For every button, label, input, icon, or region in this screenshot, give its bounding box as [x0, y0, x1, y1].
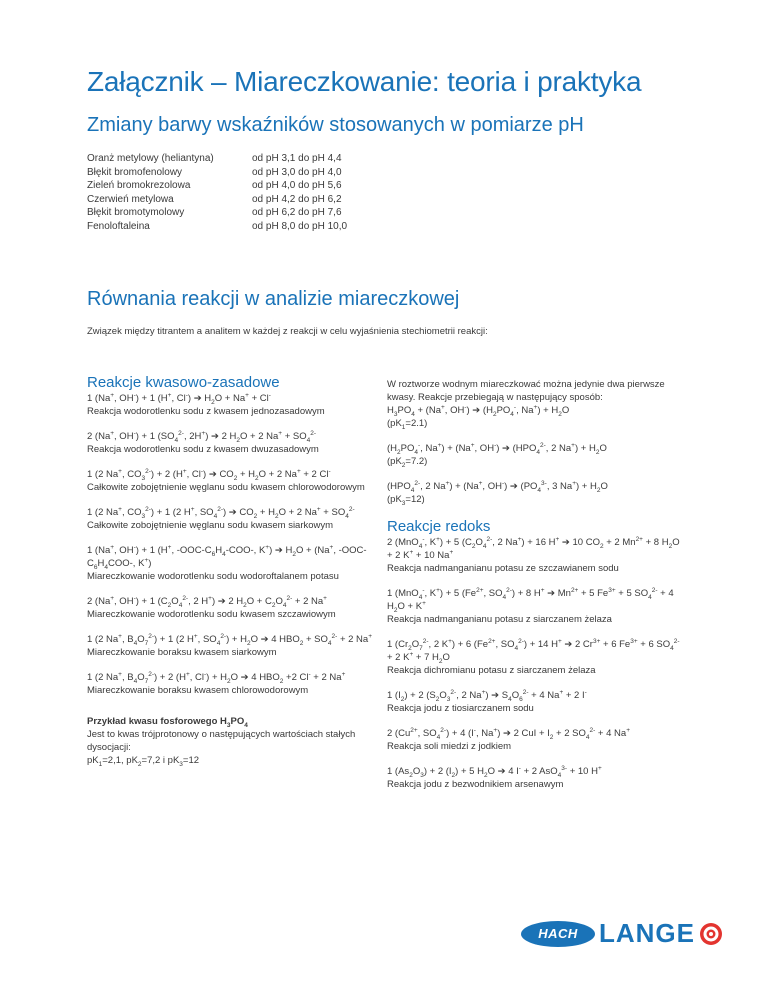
equation: 1 ($Cr_2O_7^{2-}$, 2 K+) + 6 ($Fe^{2+}$, $SO_4^{2-}) + 14$ H+ ➔ 2 $Cr^{3+} + 6$ $Fe^{3+} + 6$ $SO_4^{2-} + 2$ K+ + 7 $H_2O$	[387, 637, 680, 665]
indicator-row	[87, 193, 347, 207]
indicator-range: od pH 4,2 do pH 6,2	[252, 193, 342, 205]
phosphoric-heading: Przykład kwasu fosforowego $H_3PO_4$	[87, 716, 248, 729]
equation-pk: $(pK_1=2.1)$	[387, 418, 428, 431]
equation: 1 $(As_2O_3) + 2$ $(I_2) + 5$ $H_2O$ ➔ 4 I- + 2 AsO$_4^{3-}$ + 10 H+	[387, 764, 602, 779]
equations-intro: Związek między titrantem a analitem w każdej z reakcji w celu wyjaśnienia stechiometrii reakcji:	[87, 326, 488, 337]
equation: ($HPO_4^{2-}$, 2 Na+) + (Na+, OH-) ➔ ($PO_4^{3-}$, 3 $Na^+) + H_2O$	[387, 479, 608, 494]
equation: 1 (2 Na+, $CO_3^{2-}) + 2$ (H+, Cl-) ➔ $CO_2 + H_2O + 2$ Na+ + 2 Cl-	[87, 467, 331, 482]
equation-desc: Całkowite zobojętnienie węglanu sodu kwasem chlorowodorowym	[87, 482, 365, 493]
equation-block	[87, 392, 372, 418]
indicator-range: od pH 3,0 do pH 4,0	[252, 166, 342, 178]
equation: 2 (Na+, OH-) + 1 ($SO_4^{2-}$, 2H+) ➔ 2 $H_2O + 2$ $Na^+ + SO_4^{2-}$	[87, 429, 317, 444]
indicator-range: od pH 3,1 do pH 4,4	[252, 153, 342, 164]
indicator-row	[87, 152, 347, 166]
equation-block	[87, 633, 372, 659]
equation-block	[387, 638, 687, 677]
indicator-name: Błękit bromotymolowy	[87, 207, 185, 218]
equation-block	[87, 430, 372, 456]
phosphoric-text: Jest to kwas trójprotonowy o następujących wartościach stałych dysocjacji:	[87, 729, 356, 753]
equation: 2 ($Cu^{2+}$, $SO_4^{2-}) + 4$ (I-, Na+) ➔ 2 CuI + $I_2 + 2$ $SO_4^{2-} + 4$ Na+	[387, 726, 630, 741]
equation-desc: Reakcja soli miedzi z jodkiem	[387, 741, 512, 752]
equation-block	[387, 765, 687, 791]
equation-desc: Reakcja nadmanganianu potasu z siarczanem żelaza	[387, 614, 612, 625]
equation-desc: Reakcja dichromianu potasu z siarczanem żelaza	[387, 665, 596, 676]
equation: 1 (2 Na+, $CO_3^{2-}) + 1$ (2 H+, $SO_4^{2-}$) ➔ $CO_2 + H_2O + 2$ $Na^+ + SO_4^{2-}$	[87, 505, 355, 520]
equation: 1 (Na+, OH-) + 1 (H+, $-OOC-C_6H_4-COO-$, K+) ➔ $H_2O + (Na^+$, $-OOC-C_6H_4COO-$, K+)	[87, 543, 367, 571]
section-title-equations: Równania reakcji w analizie miareczkowej	[87, 288, 460, 310]
phosphoric-reactions	[387, 378, 687, 430]
equation-desc: Reakcja jodu z bezwodnikiem arsenawym	[387, 779, 564, 790]
lange-target-icon	[699, 922, 723, 946]
equation-block	[387, 536, 687, 575]
hach-lange-logo	[521, 918, 723, 949]
indicator-range: od pH 8,0 do pH 10,0	[252, 220, 348, 232]
phosphoric-block	[87, 715, 372, 767]
equation-desc: Reakcja wodorotlenku sodu z kwasem jednozasadowym	[87, 406, 325, 417]
equation: 1 (2 Na+, $B_4O_7^{2-}) + 1$ (2 H+, $SO_4^{2-}) + H_2O$ ➔ 4 $HBO_2 + SO_4^{2-} + 2$ Na+	[87, 632, 373, 647]
equation: 1 (Na+, OH-) + 1 (H+, Cl-) ➔ $H_2O + Na^+ + Cl^-$	[87, 391, 271, 406]
equation-pk: $(pK_2=7.2)$	[387, 456, 428, 469]
equation-block	[387, 442, 687, 468]
right-intro: W roztworze wodnym miareczkować można jedynie dwa pierwsze kwasy. Reakcje przebiegają w następujący sposób:	[387, 379, 665, 403]
equation-block	[387, 689, 687, 715]
equation: 1 (MnO$_4$-, K+) + 5 ($Fe^{2+}$, $SO_4^{2-}) + 8$ H+ ➔ $Mn^{2+} + 5$ $Fe^{3+} + 5$ $SO_4^{2-} + 4$ $H_2O + K^+$	[387, 586, 674, 614]
equation-block	[387, 727, 687, 753]
equation: $H_3PO_4 + (Na^+$, OH-) ➔ ($H_2PO_4^-$, $Na^+) + H_2O$	[387, 403, 570, 418]
acid-base-column	[87, 374, 372, 779]
equation: 2 (MnO$_4$-, K+) + 5 ($C_2O_4^{2-}$, 2 Na+) + 16 H+ ➔ 10 $CO_2 + 2$ $Mn^{2+} + 8$ $H_2O + 2$ K+ + 10 Na+	[387, 535, 680, 561]
indicator-name: Zieleń bromokrezolowa	[87, 180, 191, 191]
indicator-row	[87, 166, 347, 180]
equation-block	[87, 506, 372, 532]
indicator-table	[87, 152, 347, 233]
equation-desc: Miareczkowanie wodorotlenku sodu wodoroftalanem potasu	[87, 571, 339, 582]
equation-desc: Reakcja jodu z tiosiarczanem sodu	[387, 703, 534, 714]
indicator-range: od pH 6,2 do pH 7,6	[252, 207, 342, 218]
equation-block	[387, 587, 687, 626]
indicator-range: od pH 4,0 do pH 5,6	[252, 180, 342, 191]
equation-desc: Całkowite zobojętnienie węglanu sodu kwasem siarkowym	[87, 520, 334, 531]
equation: ($H_2PO_4^-$, Na+) + (Na+, OH-) ➔ ($HPO_4^{2-}$, 2 $Na^+) + H_2O$	[387, 441, 607, 456]
equation-desc: Miareczkowanie boraksu kwasem siarkowym	[87, 647, 277, 658]
indicator-name: Fenoloftaleina	[87, 220, 150, 232]
equation-pk: $(pK_3=12)$	[387, 494, 425, 507]
equation-block	[87, 544, 372, 583]
indicator-name: Oranż metylowy (heliantyna)	[87, 153, 214, 164]
acid-base-heading: Reakcje kwasowo-zasadowe	[87, 374, 280, 391]
equation-desc: Miareczkowanie wodorotlenku sodu kwasem szczawiowym	[87, 609, 336, 620]
equation-desc: Reakcja wodorotlenku sodu z kwasem dwuzasadowym	[87, 444, 319, 455]
equation-block	[387, 480, 687, 506]
indicator-name: Czerwień metylowa	[87, 193, 174, 205]
lange-logo: LANGE	[599, 918, 695, 948]
redox-heading: Reakcje redoks	[387, 518, 491, 535]
indicator-name: Błękit bromofenolowy	[87, 166, 183, 178]
equation-block	[87, 468, 372, 494]
hach-logo: HACH	[521, 921, 595, 947]
phosphoric-pk: $pK_1=2,1$, $pK_2=7,2$ i $pK_3=12$	[87, 755, 200, 768]
equation-block	[87, 595, 372, 621]
equation-block	[87, 671, 372, 697]
equation: 1 $(I_2) + 2$ ($S_2O_3^{2-}$, 2 Na+) ➔ $S_4O_6^{2-} + 4$ Na+ + 2 I-	[387, 688, 587, 703]
section-title-indicators: Zmiany barwy wskaźników stosowanych w pomiarze pH	[87, 114, 584, 136]
equation-desc: Reakcja nadmanganianu potasu ze szczawianem sodu	[387, 563, 619, 574]
equation: 2 (Na+, OH-) + 1 ($C_2O_4^{2-}$, 2 H+) ➔ 2 $H_2O + C_2O_4^{2-} + 2$ Na+	[87, 594, 327, 609]
indicator-row	[87, 179, 347, 193]
indicator-row	[87, 206, 347, 220]
right-column	[387, 378, 687, 803]
equation-desc: Miareczkowanie boraksu kwasem chlorowodorowym	[87, 685, 309, 696]
indicator-row	[87, 220, 347, 234]
page-title: Załącznik – Miareczkowanie: teoria i praktyka	[87, 66, 642, 97]
equation: 1 (2 Na+, $B_4O_7^{2-}) + 2$ (H+, $Cl^-) + H_2O$ ➔ 4 $HBO_2 +2$ Cl- + 2 Na+	[87, 670, 346, 685]
